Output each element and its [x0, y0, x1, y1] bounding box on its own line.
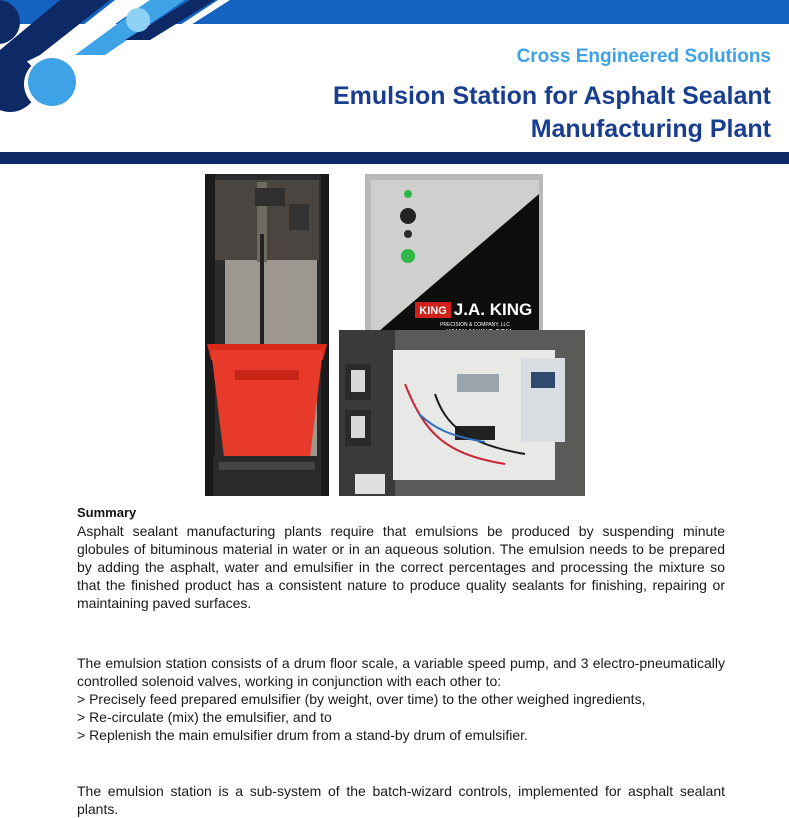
company-name: Cross Engineered Solutions [516, 46, 771, 67]
title-line-1: Emulsion Station for Asphalt Sealant [332, 82, 771, 110]
product-photos [205, 174, 585, 496]
page-title [211, 80, 771, 146]
list-item: > Precisely feed prepared emulsifier (by weight, over time) to the other weighed ingredients, [77, 691, 646, 707]
header-rule [0, 152, 789, 164]
drum-station-photo [205, 174, 329, 496]
summary-bullet-list [77, 690, 727, 744]
panel-brand-sub: PRECISION & COMPANY, LLC [440, 322, 510, 328]
list-item: > Re-circulate (mix) the emulsifier, and to [77, 709, 332, 725]
summary-paragraph-1: Asphalt sealant manufacturing plants require that emulsions be produced by suspending minute globules of bituminous material in water or in an aqueous solution. The emulsion needs to be prepared by adding the asphalt, water and emulsifier in the correct percentages and processing the mixture so that the finished product has a consistent nature to produce quality sealants for finishing, repairing or maintaining paved surfaces. [77, 523, 725, 611]
panel-brand-name: J.A. KING [453, 300, 533, 319]
electrical-cabinet-photo [339, 330, 585, 496]
control-panel-photo [365, 174, 543, 345]
list-item: > Replenish the main emulsifier drum from a stand-by drum of emulsifier. [77, 727, 528, 743]
panel-brand-badge: KING [419, 305, 447, 317]
summary-heading: Summary [77, 505, 137, 520]
summary-paragraph-3: The emulsion station is a sub-system of the batch-wizard controls, implemented for asphalt sealant plants. [77, 783, 725, 817]
document-header [0, 0, 789, 160]
title-line-2: Manufacturing Plant [530, 115, 771, 143]
summary-paragraph-2: The emulsion station consists of a drum floor scale, a variable speed pump, and 3 electro-pneumatically controlled solenoid valves, working in conjunction with each other to: [77, 655, 725, 689]
